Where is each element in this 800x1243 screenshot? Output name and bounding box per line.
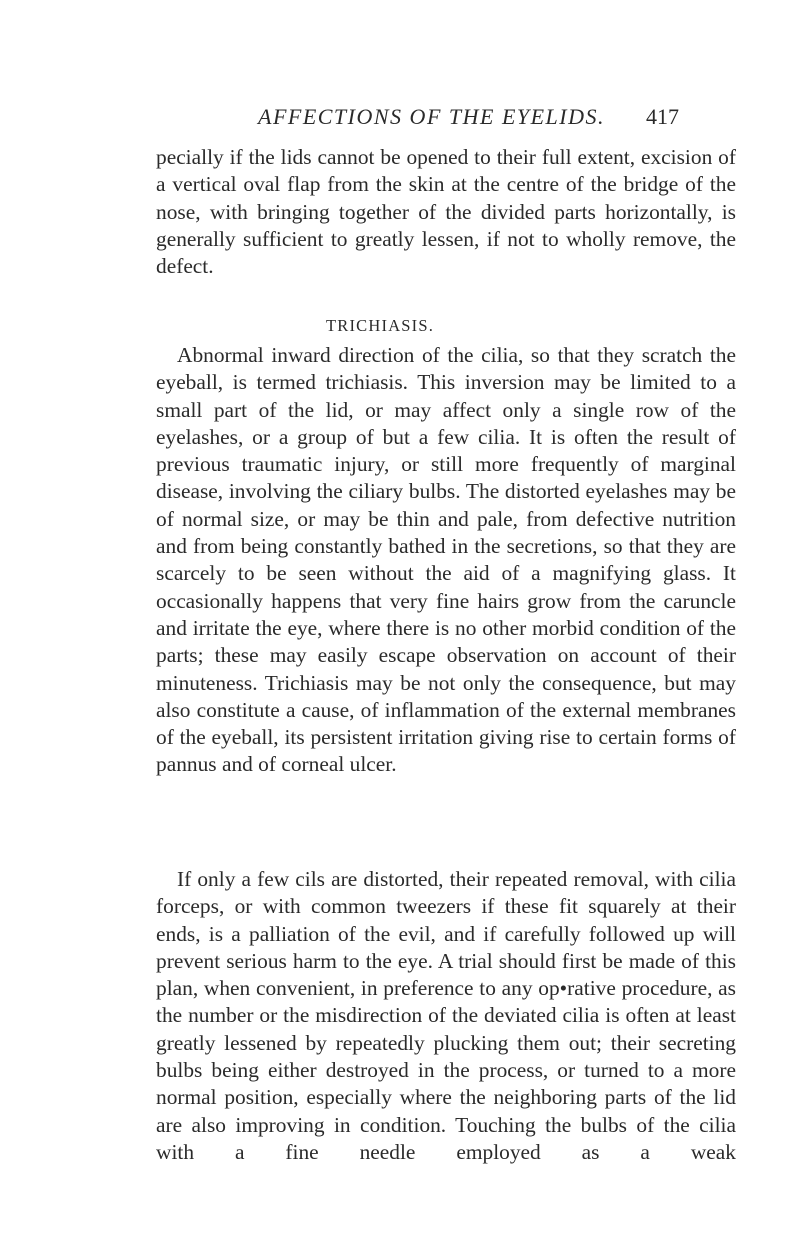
running-header xyxy=(258,104,738,134)
paragraph-intro: pecially if the lids cannot be opened to their full extent, excision of a vertical oval flap from the skin at the centre of the bridge of the nose, with bringing together of the divided parts horizontally, is generally sufficient to greatly lessen, if not to wholly remove, the defect. xyxy=(156,145,736,279)
paragraph-trichiasis-1: Abnormal inward direction of the cilia, so that they scratch the eyeball, is termed trichiasis. This inversion may be limited to a small part of the lid, or may affect only a single row of the eyelashes, or a group of but a few cilia. It is often the result of previous traumatic injury, or still more frequently of marginal disease, involving the ciliary bulbs. The distorted eyelashes may be of normal size, or may be thin and pale, from defective nutrition and from being constantly bathed in the secretions, so that they are scarcely to be seen without the aid of a magnifying glass. It occasionally happens that very fine hairs grow from the caruncle and irritate the eye, where there is no other morbid condition of the parts; these may easily escape observation on account of their minuteness. Trichiasis may be not only the consequence, but may also constitute a cause, of inflammation of the external membranes of the eyeball, its persistent irritation giving rise to certain forms of pannus and of corneal ulcer. xyxy=(156,343,736,777)
running-title: AFFECTIONS OF THE EYELIDS. xyxy=(258,104,605,129)
section-heading-trichiasis: TRICHIASIS. xyxy=(326,316,435,335)
page-number: 417 xyxy=(646,104,679,129)
paragraph-trichiasis-2: If only a few cils are distorted, their repeated removal, with cilia forceps, or with common tweezers if these fit squarely at their ends, is a palliation of the evil, and if carefully followed up will prevent serious harm to the eye. A trial should first be made of this plan, when convenient, in preference to any op•rative procedure, as the number or the misdirection of the deviated cilia is often at least greatly lessened by repeatedly plucking them out; their secreting bulbs being either destroyed in the process, or turned to a more normal position, especially where the neighboring parts of the lid are also improving in condition. Touching the bulbs of the cilia with a fine needle employed as a weak xyxy=(156,867,736,1164)
